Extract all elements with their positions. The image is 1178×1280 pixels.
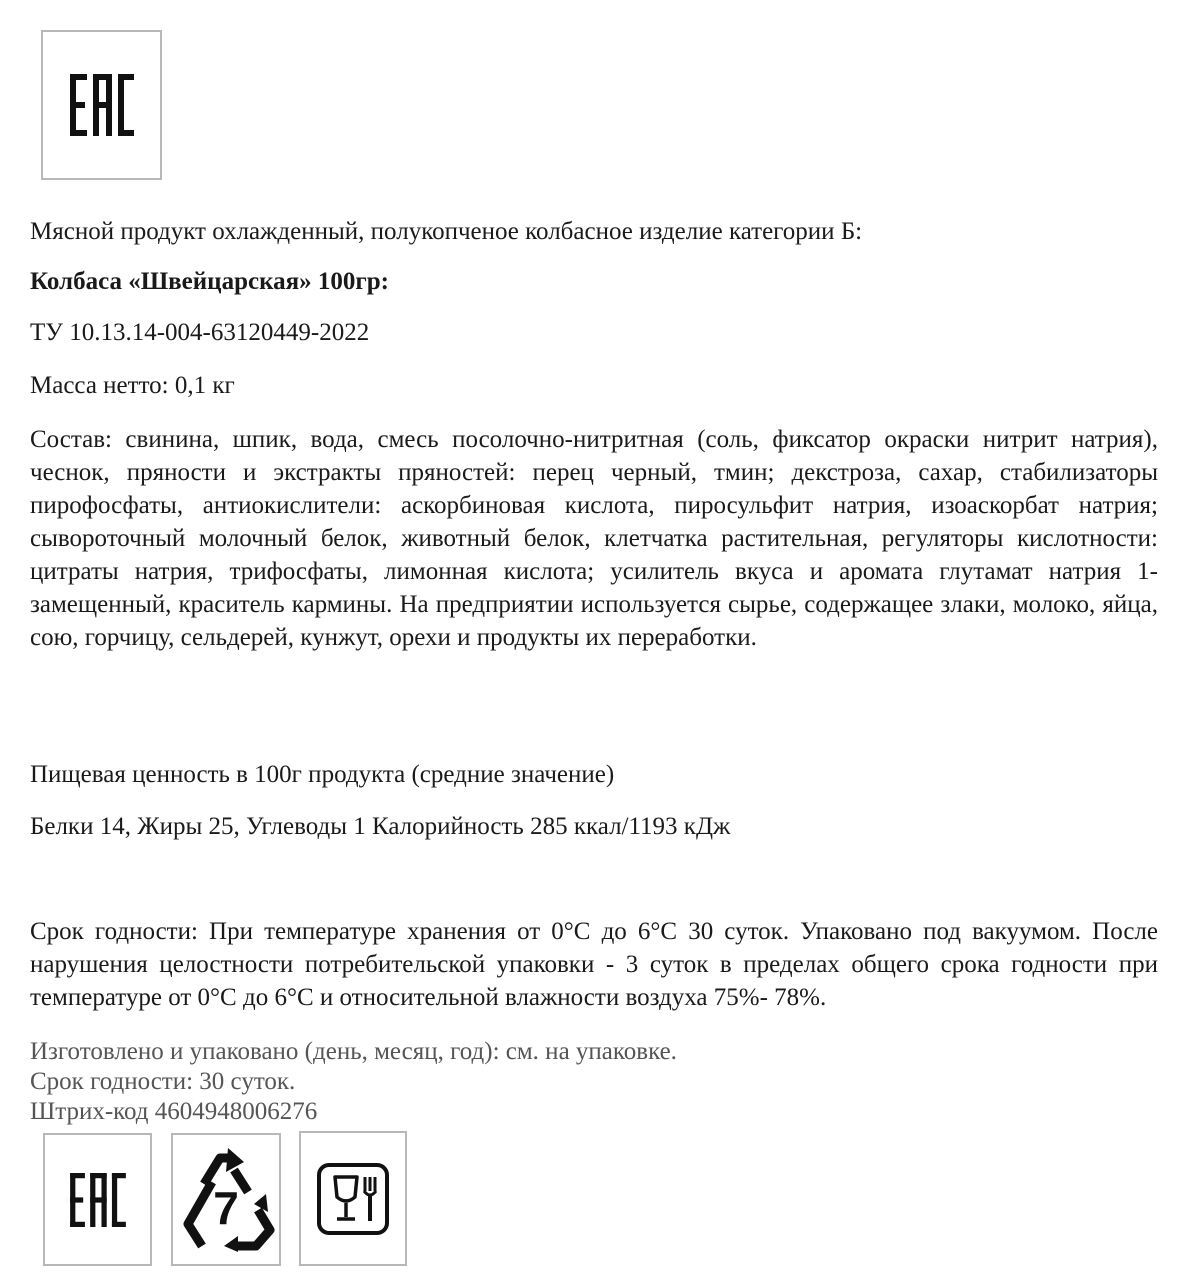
- product-standard: ТУ 10.13.14-004-63120449-2022: [30, 319, 370, 346]
- recycle-icon: [174, 1148, 278, 1252]
- eac-logo-icon: [70, 1173, 126, 1227]
- eac-mark-bottom: [43, 1133, 152, 1266]
- food-contact-mark: [299, 1131, 407, 1266]
- recycle-mark: [171, 1133, 281, 1266]
- nutrition-heading: Пищевая ценность в 100г продукта (средние значение): [30, 761, 615, 788]
- composition: Состав: свинина, шпик, вода, смесь посолочно-нитритная (соль, фиксатор окраски нитрит натрия), чеснок, пряности и экстракты пряностей: перец черный, тмин; декстроза, сахар, стабилизаторы пирофосфаты, антиокислители: аскорбиновая кислота, пиросульфит натрия, изоаскорбат натрия; сывороточный молочный белок, животный белок, клетчатка растительная, регуляторы кислотности: цитраты натрия, трифосфаты, лимонная кислота; усилитель вкуса и аромата глутамат натрия 1-замещенный, краситель кармины. На предприятии используется сырье, содержащее злаки, молоко, яйца, сою, горчицу, сельдерей, кунжут, орехи и продукты их переработки.: [30, 426, 1158, 651]
- product-name: Колбаса «Швейцарская» 100гр:: [30, 268, 389, 295]
- eac-mark-top: [41, 30, 162, 180]
- product-description: Мясной продукт охлажденный, полукопченое колбасное изделие категории Б:: [30, 218, 863, 245]
- nutrition-values: Белки 14, Жиры 25, Углеводы 1 Калорийность 285 ккал/1193 кДж: [30, 813, 731, 840]
- recycle-code-number: 7: [213, 1181, 239, 1234]
- manufacture-date-note: Изготовлено и упаковано (день, месяц, год): см. на упаковке.: [30, 1038, 677, 1065]
- shelf-life-conditions: Срок годности: При температуре хранения от 0°С до 6°С 30 суток. Упаковано под вакуумом. После нарушения целостности потребительской упаковки - 3 суток в пределах общего срока годности при температуре от 0°С до 6°С и относительной влажности воздуха 75%- 78%.: [30, 918, 1158, 1011]
- barcode-text: Штрих-код 4604948006276: [30, 1098, 318, 1125]
- net-weight: Масса нетто: 0,1 кг: [30, 372, 235, 399]
- glass-fork-icon: [317, 1163, 389, 1235]
- shelf-life-short: Срок годности: 30 суток.: [30, 1068, 296, 1095]
- eac-logo-icon: [70, 74, 134, 136]
